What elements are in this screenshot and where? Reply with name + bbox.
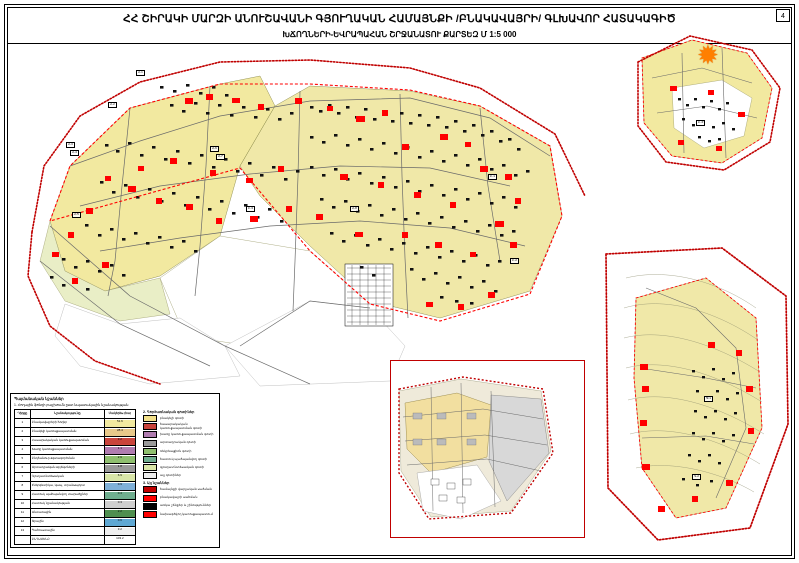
north-arrow-icon: ✹: [697, 40, 719, 70]
map-label: Բ-2: [512, 258, 517, 262]
legend-row-name: Հատուկ նշանակության: [30, 500, 104, 509]
legend-item-swatch: [143, 448, 157, 455]
legend-color-swatch: 3.2: [105, 528, 135, 535]
legend-item-swatch: [143, 423, 157, 430]
legend-title: Պայմանական նշաններ: [14, 396, 64, 401]
map-label: Բ-1: [490, 174, 495, 178]
legend-section-item: [143, 423, 219, 430]
legend-row-code: 9: [15, 491, 31, 500]
legend-color-swatch: 0.6: [105, 519, 135, 526]
legend-section-item: [143, 415, 219, 422]
legend-row: [15, 464, 136, 473]
legend-row-code: 2: [15, 428, 31, 437]
legend-col-code: Դիրքը: [15, 410, 31, 419]
legend-col-area: Մակերես (հա): [104, 410, 135, 419]
map-label: Բ-4: [698, 120, 703, 124]
sheet-title: ՀՀ ՇԻՐԱԿԻ ՄԱՐԶԻ ԱՆՈՒՇԱՎԱՆԻ ԳՅՈՒՂԱԿԱՆ ՀԱՄԱՅՆՔԻ /ԲՆԱԿԱՎԱՅՐԻ/ ԳԼԽԱՎՈՐ ՀԱՏԱԿԱԳԻԾ: [123, 13, 676, 25]
legend-item-swatch: [143, 495, 157, 502]
legend-row: [15, 419, 136, 428]
legend-item-swatch: [143, 486, 157, 493]
map-label: Հ-5: [74, 212, 79, 216]
legend-color-swatch: 6.9: [105, 474, 135, 481]
southeast-map-area[interactable]: [596, 238, 792, 548]
legend-item-swatch: [143, 431, 157, 438]
legend-row: [15, 518, 136, 527]
legend-color-swatch: 0.4: [105, 492, 135, 499]
legend-row-code: 1: [15, 419, 31, 428]
legend-row: [15, 491, 136, 500]
legend-row: [15, 437, 136, 446]
legend-section-item: [143, 511, 219, 518]
legend-row-name: Հատուկ պահպանվող տարածքներ: [30, 491, 104, 500]
legend-row-code: 11: [15, 509, 31, 518]
legend-row-name: Պահուստային: [30, 527, 104, 536]
legend-section-heading: 3. Այլ նշաններ: [143, 481, 170, 486]
map-label: Բ-3: [248, 206, 253, 210]
legend-item-label: խառը կառուցապատման գոտի: [160, 432, 214, 437]
legend-panel: [10, 393, 220, 548]
map-label: Գ-1: [706, 396, 711, 400]
legend-row-name: Ջրային: [30, 518, 104, 527]
map-label: Հ-7: [218, 154, 223, 158]
legend-row-area: [104, 491, 135, 500]
legend-row-name: ԸՆԴԱՄԵՆԸ: [30, 536, 104, 545]
legend-item-label: ռեկրեացիոն գոտի: [160, 448, 192, 453]
legend-row-name: Անտառային: [30, 509, 104, 518]
legend-row-code: 8: [15, 482, 31, 491]
legend-row-code: 13: [15, 527, 31, 536]
inset-map-svg: [391, 361, 584, 537]
legend-item-label: հասարակական կառուցապատման գոտի: [160, 422, 203, 430]
legend-color-swatch: 1.1: [105, 447, 135, 454]
legend-item-swatch: [143, 440, 157, 447]
legend-row-code: 12: [15, 518, 31, 527]
legend-section-item: [143, 464, 219, 471]
legend-color-swatch: 2.2: [105, 510, 135, 517]
legend-row-area: [104, 428, 135, 437]
legend-color-swatch: 51.6: [105, 420, 135, 427]
legend-item-swatch: [143, 472, 157, 479]
legend-section-item: [143, 495, 219, 502]
legend-item-label: բնակավայրի սահման: [160, 495, 198, 500]
legend-row-area: [104, 437, 135, 446]
legend-color-swatch: 0.9: [105, 483, 135, 490]
legend-section-item: [143, 472, 219, 479]
legend-item-label: արտադրական գոտի: [160, 440, 196, 445]
legend-section-item: [143, 448, 219, 455]
legend-item-label: համայնքի վարչական սահման: [160, 487, 212, 492]
legend-col-name: Նշանակությունը: [30, 410, 104, 419]
legend-row: [15, 500, 136, 509]
map-label: Հ-3: [68, 142, 73, 146]
legend-row-code: 6: [15, 464, 31, 473]
map-label: Գ-2: [694, 474, 699, 478]
legend-row: [15, 482, 136, 491]
legend-item-swatch: [143, 503, 157, 510]
legend-row: [15, 527, 136, 536]
legend-sections: [143, 408, 219, 519]
legend-item-label: գյուղատնտեսական գոտի: [160, 464, 205, 469]
legend-color-swatch: 2.6: [105, 456, 135, 463]
southeast-map-svg: [596, 238, 792, 548]
legend-item-swatch: [143, 464, 157, 471]
legend-section-item: [143, 440, 219, 447]
legend-item-label: այլ գոտիներ: [160, 473, 182, 478]
legend-row-area: [104, 527, 135, 536]
main-map-area[interactable]: [10, 46, 610, 391]
legend-row: [15, 509, 136, 518]
legend-color-swatch: 3.2: [105, 438, 135, 445]
legend-row-area: [104, 509, 135, 518]
legend-row: [15, 446, 136, 455]
legend-row-name: Ընդհանուր օգտագործման: [30, 455, 104, 464]
legend-row-name: Գյուղատնտեսական: [30, 473, 104, 482]
legend-subtitle: 1. Հողային ֆոնդի բաշխումն ըստ նպատակային նշանակության: [14, 403, 129, 407]
legend-item-swatch: [143, 511, 157, 518]
legend-section-item: [143, 456, 219, 463]
legend-row-code: 4: [15, 446, 31, 455]
legend-color-swatch: 1.8: [105, 465, 135, 472]
legend-color-swatch: 103.2: [105, 537, 135, 544]
legend-row-code: 3: [15, 437, 31, 446]
sheet-subtitle: ԽՃՈՂՆԵՐԻ-ԵՎՐԱՊԱՀԱՆ ՇՐՋԱՆԱՏՈՒ ՔԱՐՏԵԶ Մ 1:5 000: [282, 30, 517, 39]
legend-row-name: Բնակավայրերի հողեր: [30, 419, 104, 428]
legend-section-item: [143, 486, 219, 493]
legend-item-swatch: [143, 456, 157, 463]
legend-color-swatch: 0.3: [105, 501, 135, 508]
legend-row-area: [104, 482, 135, 491]
legend-table-header-row: [15, 410, 136, 419]
legend-item-label: նախագծվող կառուցապատում: [160, 511, 213, 516]
legend-row-area: [104, 500, 135, 509]
legend-item-swatch: [143, 415, 157, 422]
legend-row: [15, 455, 136, 464]
map-label: Հ-8: [352, 206, 357, 210]
legend-row: [15, 428, 136, 437]
map-label: Հ-4: [72, 150, 77, 154]
map-label: Հ-2: [110, 102, 115, 106]
legend-row-name: Բնակելի կառուցապատման: [30, 428, 104, 437]
legend-section-heading: 2. Գործառնական գոտիներ: [143, 410, 195, 414]
legend-color-swatch: 28.4: [105, 429, 135, 436]
legend-row-area: [104, 419, 135, 428]
legend-row-code: 5: [15, 455, 31, 464]
main-map-svg: [10, 46, 610, 391]
legend-row-area: [104, 536, 135, 545]
legend-item-label: հատուկ պահպանվող գոտի: [160, 456, 208, 461]
legend-item-label: բնակելի գոտի: [160, 415, 185, 420]
legend-row-code: 10: [15, 500, 31, 509]
legend-row-area: [104, 473, 135, 482]
legend-item-label: առկա շենքեր և շինություններ: [160, 503, 211, 508]
legend-row-name: Հասարակական կառուցապատման: [30, 437, 104, 446]
legend-row-code: [15, 536, 31, 545]
legend-section-item: [143, 503, 219, 510]
legend-row-name: Խառը կառուցապատման: [30, 446, 104, 455]
legend-table-body: [15, 419, 136, 545]
legend-row-name: Արտադրական օբյեկտների: [30, 464, 104, 473]
sheet-number: 4: [776, 9, 790, 22]
legend-row-area: [104, 455, 135, 464]
legend-row-area: [104, 464, 135, 473]
map-label: Հ-1: [138, 70, 143, 74]
legend-section-item: [143, 431, 219, 438]
legend-row-area: [104, 518, 135, 527]
legend-table: [14, 409, 136, 545]
legend-row-name: Էներգետիկա, կապ, տրանսպորտ: [30, 482, 104, 491]
map-label: Հ-6: [212, 146, 217, 150]
inset-detail-map[interactable]: [390, 360, 585, 538]
legend-row-code: 7: [15, 473, 31, 482]
legend-row-area: [104, 446, 135, 455]
legend-row: [15, 536, 136, 545]
legend-row: [15, 473, 136, 482]
